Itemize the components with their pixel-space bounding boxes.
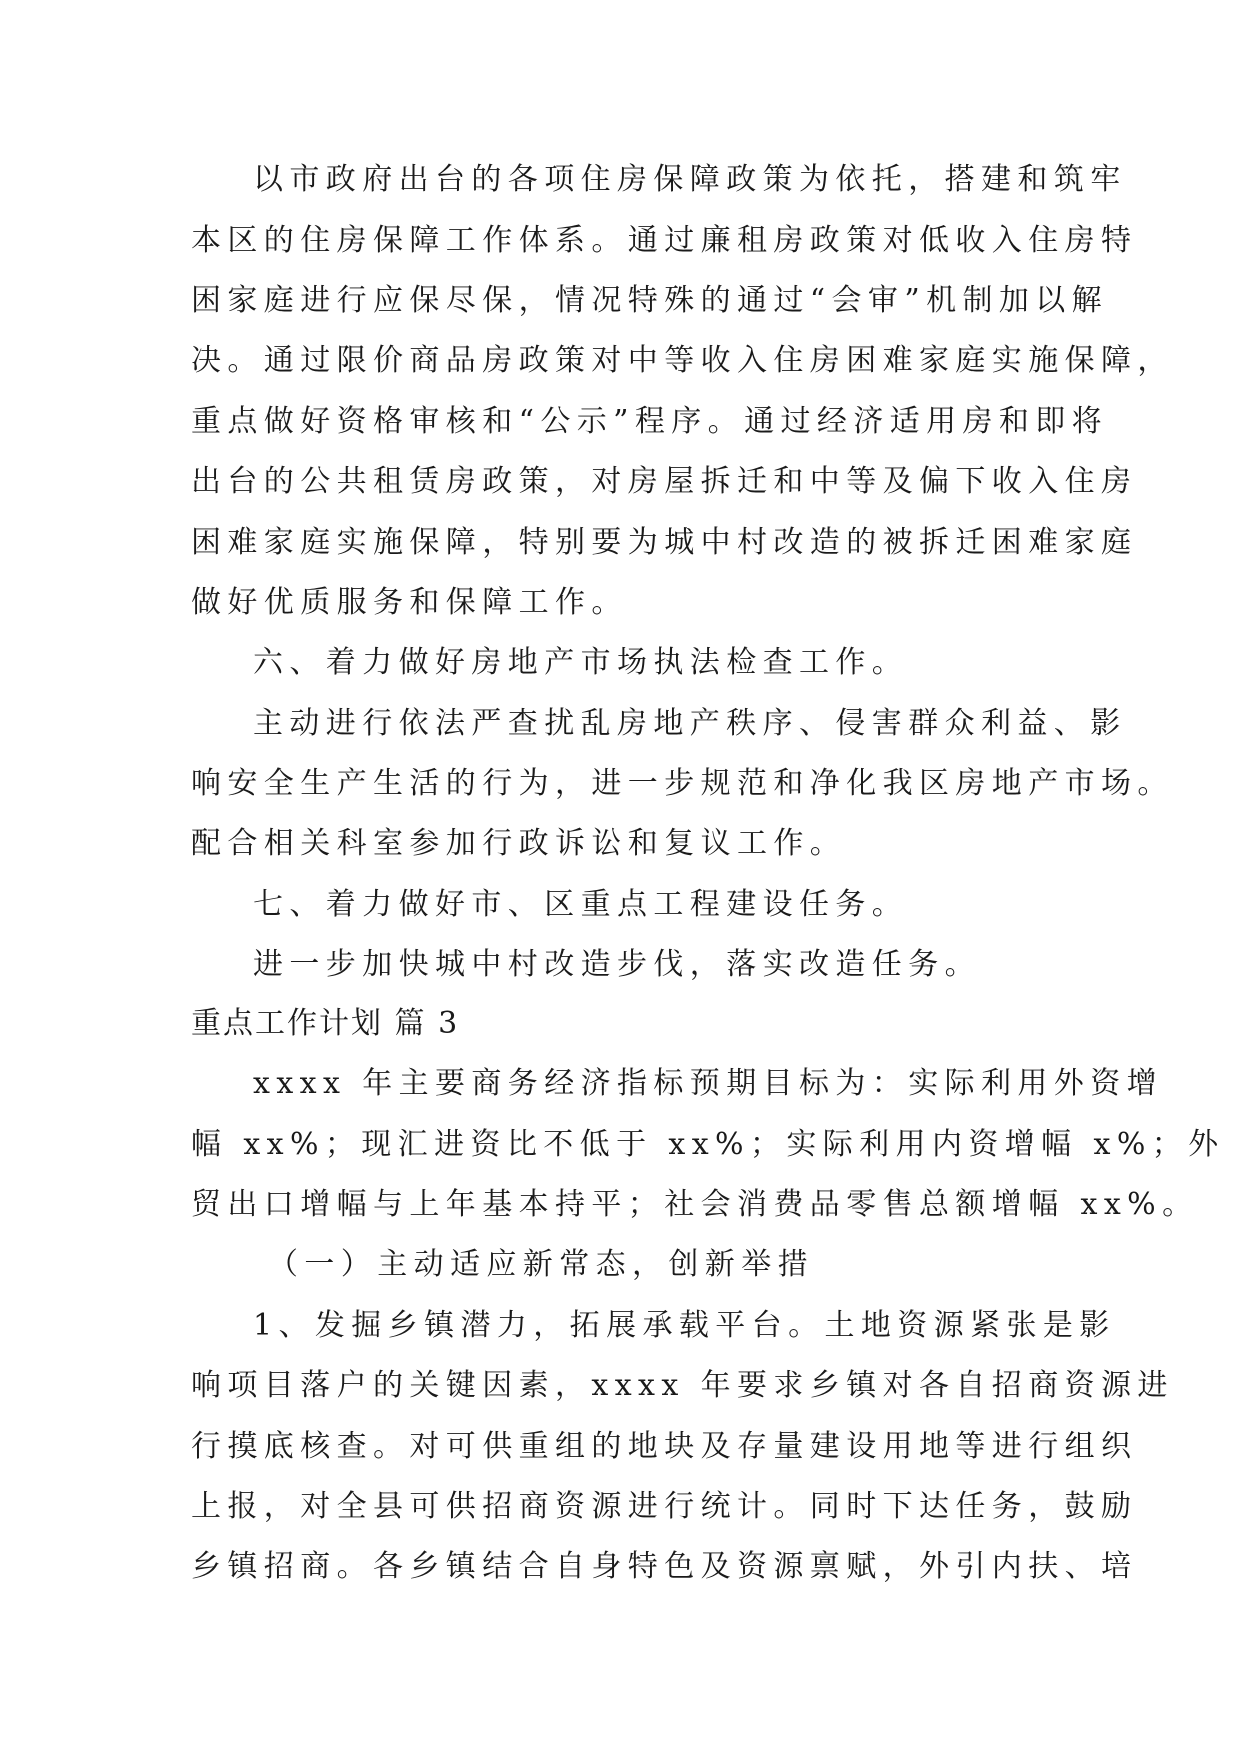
paragraph-line: 响项目落户的关键因素，xxxx 年要求乡镇对各自招商资源进 xyxy=(191,1368,1174,1403)
subsection-heading: （一）主动适应新常态，创新举措 xyxy=(268,1247,814,1282)
paragraph-line: 幅 xx%；现汇进资比不低于 xx%；实际利用内资增幅 x%；外 xyxy=(191,1127,1225,1162)
paragraph-line: 本区的住房保障工作体系。通过廉租房政策对低收入住房特 xyxy=(191,223,1138,258)
paragraph-line: 响安全生产生活的行为，进一步规范和净化我区房地产市场。 xyxy=(191,766,1174,801)
paragraph-line: 乡镇招商。各乡镇结合自身特色及资源禀赋，外引内扶、培 xyxy=(191,1549,1138,1584)
section-heading: 七、着力做好市、区重点工程建设任务。 xyxy=(253,887,909,922)
paragraph-line: 1、发掘乡镇潜力，拓展承载平台。土地资源紧张是影 xyxy=(253,1308,1116,1343)
paragraph-line: 重点做好资格审核和“公示”程序。通过经济适用房和即将 xyxy=(191,404,1109,439)
paragraph-line: 主动进行依法严查扰乱房地产秩序、侵害群众利益、影 xyxy=(253,706,1127,741)
paragraph-line: 行摸底核查。对可供重组的地块及存量建设用地等进行组织 xyxy=(191,1429,1138,1464)
paragraph-line: 配合相关科室参加行政诉讼和复议工作。 xyxy=(191,826,847,861)
section-heading: 六、着力做好房地产市场执法检查工作。 xyxy=(253,645,909,680)
paragraph-line: 以市政府出台的各项住房保障政策为依托，搭建和筑牢 xyxy=(253,162,1127,197)
paragraph-line: 贸出口增幅与上年基本持平；社会消费品零售总额增幅 xx%。 xyxy=(191,1187,1199,1222)
article-title: 重点工作计划 篇 3 xyxy=(191,1006,460,1041)
paragraph-line: xxxx 年主要商务经济指标预期目标为：实际利用外资增 xyxy=(253,1066,1164,1101)
paragraph-line: 进一步加快城中村改造步伐，落实改造任务。 xyxy=(253,947,981,982)
paragraph-line: 做好优质服务和保障工作。 xyxy=(191,585,628,620)
paragraph-line: 上报，对全县可供招商资源进行统计。同时下达任务，鼓励 xyxy=(191,1489,1138,1524)
paragraph-line: 困难家庭实施保障，特别要为城中村改造的被拆迁困难家庭 xyxy=(191,525,1138,560)
paragraph-line: 困家庭进行应保尽保，情况特殊的通过“会审”机制加以解 xyxy=(191,283,1109,318)
paragraph-line: 出台的公共租赁房政策，对房屋拆迁和中等及偏下收入住房 xyxy=(191,464,1138,499)
paragraph-line: 决。通过限价商品房政策对中等收入住房困难家庭实施保障， xyxy=(191,343,1174,378)
